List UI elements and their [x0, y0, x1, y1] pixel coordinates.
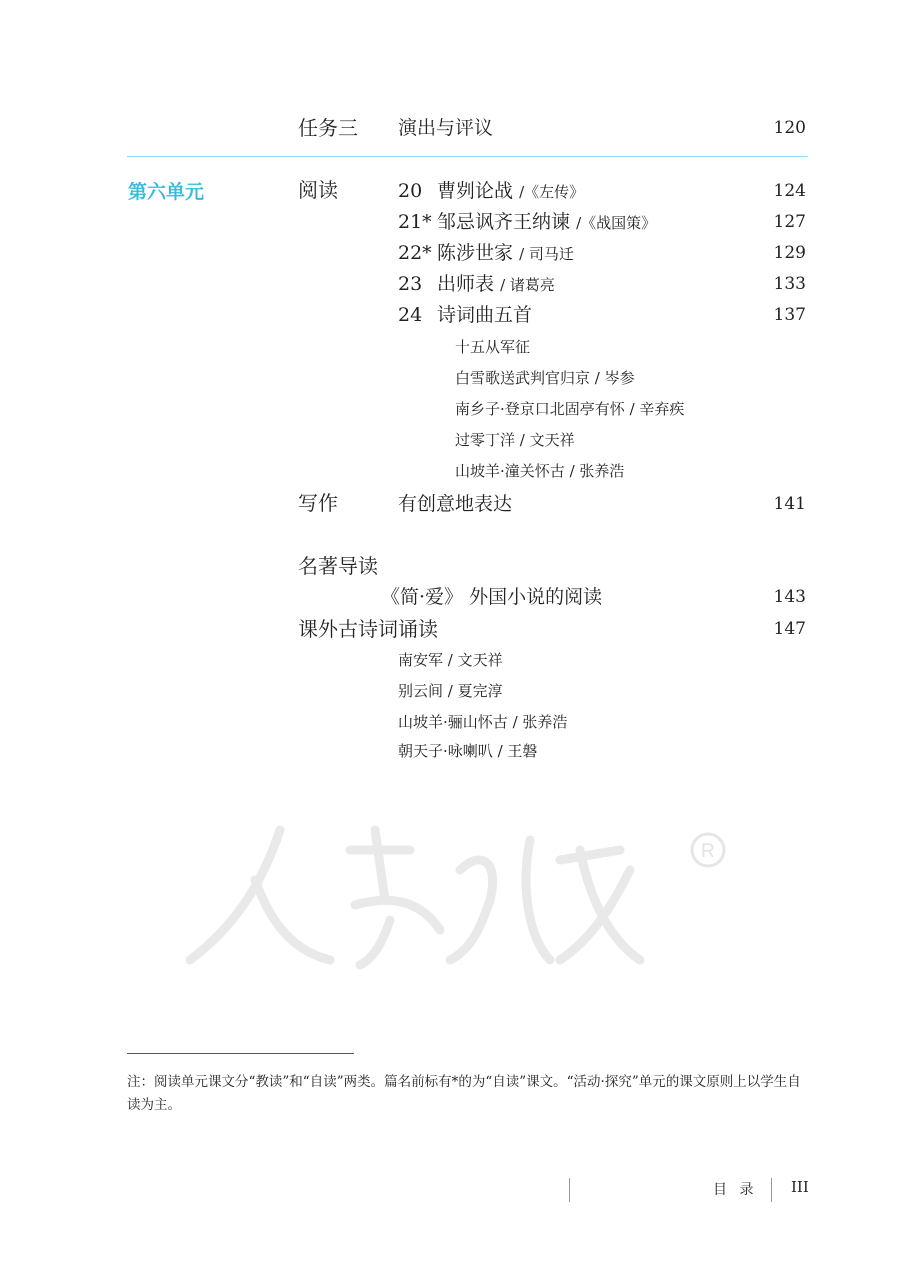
unit-divider — [127, 156, 808, 157]
lesson-author: /《左传》 — [519, 183, 585, 201]
lesson-author: /《战国策》 — [576, 214, 657, 232]
extra-poem-title: 朝天子·咏喇叭 — [398, 742, 493, 760]
task-page: 120 — [773, 118, 806, 138]
extra-poem-title: 别云间 — [398, 682, 444, 700]
footer-page-number: III — [791, 1178, 809, 1196]
extra-poem-author: / 张养浩 — [512, 713, 568, 731]
lesson-title: 出师表 — [437, 273, 495, 295]
footnote-text: 注：阅读单元课文分“教读”和“自读”两类。篇名前标有*的为“自读”课文。“活动·探究”单元的课文原则上以学生自读为主。 — [127, 1074, 801, 1113]
poem-author: / 文天祥 — [519, 431, 575, 449]
footer-section: 目 录 — [713, 1182, 758, 1198]
lesson-number: 24 — [398, 304, 423, 326]
classics-page: 143 — [773, 587, 806, 607]
lesson-author: / 诸葛亮 — [500, 276, 555, 294]
writing-page: 141 — [773, 494, 806, 514]
poem-author: / 辛弃疾 — [629, 400, 685, 418]
poem-entry[interactable] — [455, 400, 684, 418]
extra-poem-author: / 王磐 — [497, 742, 538, 760]
lesson-number: 21* — [398, 211, 432, 233]
classics-label: 名著导读 — [298, 554, 378, 578]
extra-poem-entry[interactable] — [398, 742, 537, 760]
poem-title: 南乡子·登京口北固亭有怀 — [455, 400, 625, 418]
lesson-page: 129 — [773, 243, 806, 263]
lesson-page: 137 — [773, 305, 806, 325]
lesson-entry[interactable] — [437, 242, 574, 264]
footer-divider-left — [569, 1178, 570, 1202]
lesson-page: 133 — [773, 274, 806, 294]
lesson-entry[interactable] — [437, 180, 584, 202]
extra-poem-author: / 夏完淳 — [447, 682, 503, 700]
lesson-entry[interactable] — [437, 211, 656, 233]
lesson-page: 124 — [773, 181, 806, 201]
extra-poem-author: / 文天祥 — [447, 651, 503, 669]
extra-poem-entry[interactable] — [398, 682, 503, 700]
task-title: 演出与评议 — [398, 117, 494, 139]
lesson-title: 诗词曲五首 — [437, 304, 533, 326]
poem-entry[interactable] — [455, 369, 635, 387]
extra-poems-label: 课外古诗词诵读 — [298, 617, 438, 641]
extra-poem-entry[interactable] — [398, 651, 503, 669]
poem-author: / 张养浩 — [569, 462, 625, 480]
lesson-author: / 司马迁 — [519, 245, 574, 263]
poem-title: 山坡羊·潼关怀古 — [455, 462, 565, 480]
unit-label: 第六单元 — [128, 181, 205, 203]
writing-label: 写作 — [298, 491, 338, 515]
lesson-entry[interactable] — [437, 304, 532, 326]
poem-author: / 岑参 — [594, 369, 635, 387]
reading-label: 阅读 — [298, 178, 338, 202]
lesson-title: 陈涉世家 — [437, 242, 514, 264]
extra-poem-title: 山坡羊·骊山怀古 — [398, 713, 508, 731]
poem-entry[interactable] — [455, 431, 575, 449]
lesson-page: 127 — [773, 212, 806, 232]
lesson-number: 22* — [398, 242, 432, 264]
poem-title: 十五从军征 — [455, 338, 531, 356]
extra-poem-title: 南安军 — [398, 651, 444, 669]
extra-poems-page: 147 — [773, 619, 806, 639]
footnote-rule — [127, 1053, 354, 1054]
publisher-watermark — [160, 810, 750, 980]
task-label: 任务三 — [298, 116, 358, 140]
poem-entry[interactable] — [455, 462, 624, 480]
poem-title: 白雪歌送武判官归京 — [455, 369, 591, 387]
lesson-number: 23 — [398, 273, 423, 295]
lesson-title: 曹刿论战 — [437, 180, 514, 202]
lesson-title: 邹忌讽齐王纳谏 — [437, 211, 571, 233]
extra-poem-entry[interactable] — [398, 713, 567, 731]
lesson-entry[interactable] — [437, 273, 555, 295]
poem-title: 过零丁洋 — [455, 431, 516, 449]
writing-title[interactable]: 有创意地表达 — [398, 493, 513, 515]
lesson-number: 20 — [398, 180, 423, 202]
poem-entry[interactable] — [455, 338, 530, 356]
svg-text:R: R — [701, 841, 715, 862]
classics-item[interactable]: 《简·爱》 外国小说的阅读 — [381, 586, 603, 608]
footer-divider-right — [771, 1178, 772, 1202]
